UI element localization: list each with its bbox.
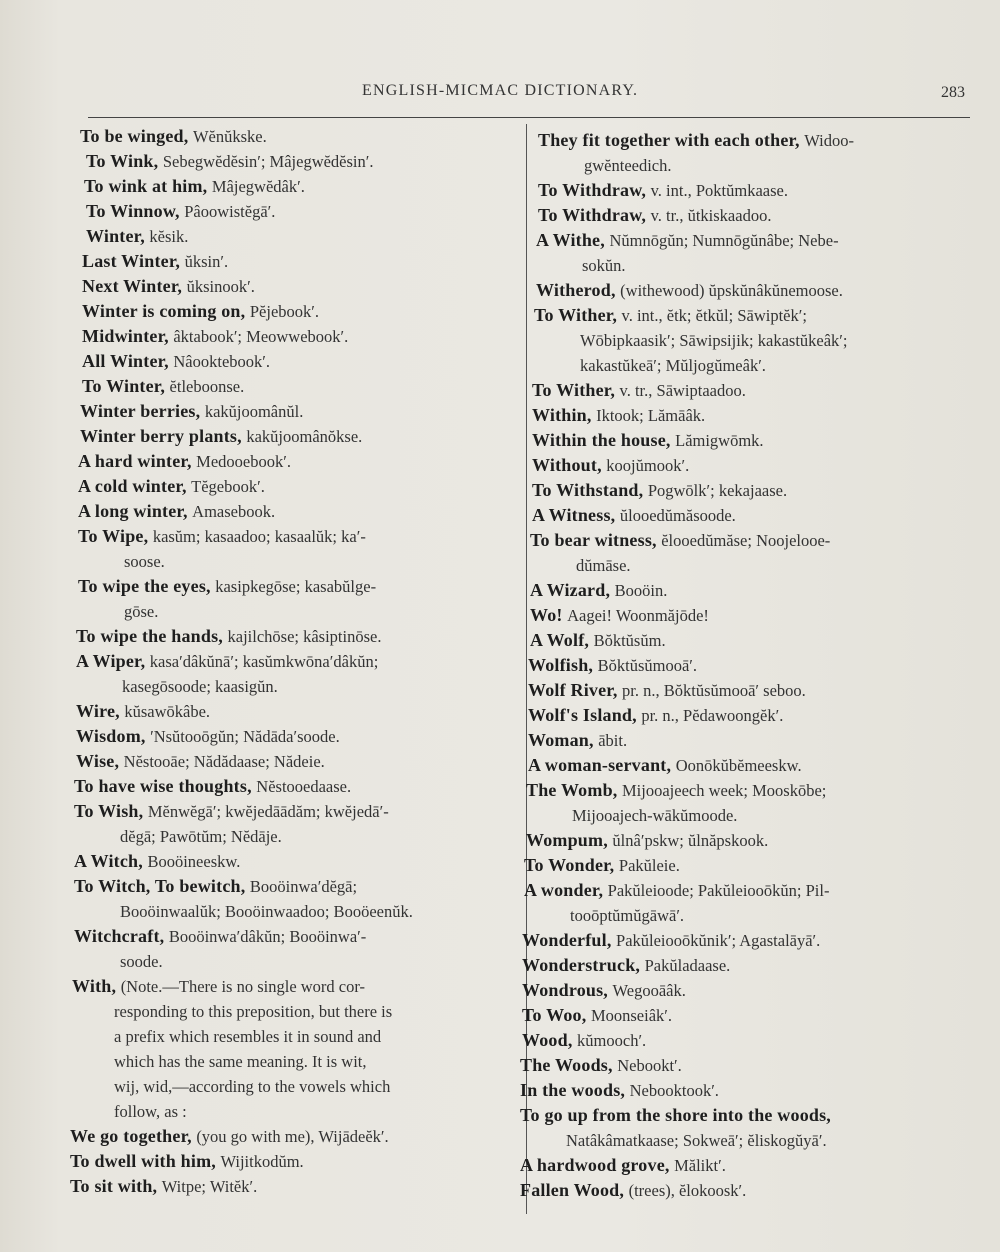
entry-headword: To wink at him,: [84, 176, 208, 196]
entry-definition: ŭlnâ′pskw; ŭlnăpskook.: [612, 831, 769, 850]
entry-definition: kasa′dâkŭnā′; kasŭmkwōna′dâkŭn;: [149, 652, 379, 671]
dictionary-entry: [520, 853, 972, 878]
dictionary-entry: [70, 849, 518, 874]
dictionary-entry: [520, 453, 972, 478]
entry-definition: Pakŭleiooōkŭnik′; Agastalāyā′.: [616, 931, 821, 950]
entry-headword: Wise,: [76, 751, 120, 771]
dictionary-entry: [520, 1028, 972, 1053]
entry-headword: Wo!: [530, 605, 563, 625]
dictionary-entry: [520, 203, 972, 228]
entry-headword: To wipe the eyes,: [78, 576, 211, 596]
entry-headword: Woman,: [528, 730, 594, 750]
entry-definition: ′Nsŭtooōgŭn; Nădāda′soode.: [150, 727, 340, 746]
note-line: which has the same meaning. It is wit,: [114, 1052, 367, 1071]
entry-headword: They fit together with each other,: [538, 130, 800, 150]
dictionary-entry: [520, 728, 972, 753]
entry-definition: Pakŭleie.: [618, 856, 680, 875]
dictionary-entry: [70, 249, 518, 274]
entry-definition: ŭksin′.: [184, 252, 229, 271]
dictionary-entry: [520, 478, 972, 503]
entry-headword: A woman-servant,: [528, 755, 672, 775]
entry-headword: Last Winter,: [82, 251, 181, 271]
dictionary-entry: [70, 524, 518, 574]
entry-headword: Witchcraft,: [74, 926, 165, 946]
entry-headword: To Wipe,: [78, 526, 149, 546]
entry-headword: Wolfish,: [528, 655, 594, 675]
entry-headword: A wonder,: [524, 880, 604, 900]
left-column: [70, 124, 518, 1199]
entry-definition: v. tr., Sāwiptaadoo.: [619, 381, 746, 400]
entry-headword: To sit with,: [70, 1176, 158, 1196]
entry-definition: (trees), ĕlokoosk′.: [628, 1181, 747, 1200]
entry-headword: To Wish,: [74, 801, 144, 821]
entry-definition: (Note.—There is no single word cor-: [120, 977, 366, 996]
entry-definition: Mâjegwĕdâk′.: [211, 177, 305, 196]
dictionary-entry: [70, 1149, 518, 1174]
entry-definition: Moonseiâk′.: [590, 1006, 672, 1025]
entry-headword: To Witch, To bewitch,: [74, 876, 246, 896]
dictionary-entry: [520, 578, 972, 603]
entry-definition: pr. n., Pĕdawoongĕk′.: [641, 706, 784, 725]
entry-continuation: Natâkâmatkaase; Sokweā′; ĕliskogŭyā′.: [566, 1131, 827, 1150]
dictionary-entry: [70, 924, 518, 974]
dictionary-entry: [70, 449, 518, 474]
entry-continuation: sokŭn.: [582, 256, 626, 275]
note-line: wij, wid,—according to the vowels which: [114, 1077, 391, 1096]
entry-headword: Wompum,: [526, 830, 608, 850]
entry-definition: Pogwōlk′; kekajaase.: [647, 481, 788, 500]
dictionary-entry: [70, 874, 518, 924]
entry-headword: A Withe,: [536, 230, 605, 250]
dictionary-entry: [70, 224, 518, 249]
entry-continuation: kakastŭkeā′; Mŭljogŭmeâk′.: [580, 356, 766, 375]
note-line: a prefix which resembles it in sound and: [114, 1027, 382, 1046]
entry-continuation: Booöinwaalŭk; Booöinwaadoo; Booöeenŭk.: [120, 902, 413, 921]
entry-headword: In the woods,: [520, 1080, 626, 1100]
entry-headword: Wisdom,: [76, 726, 146, 746]
entry-headword: To Wink,: [86, 151, 159, 171]
dictionary-entry: [520, 978, 972, 1003]
entry-definition: Medooebook′.: [196, 452, 291, 471]
dictionary-entry: [520, 878, 972, 928]
dictionary-entry: [70, 474, 518, 499]
entry-headword: To Woo,: [522, 1005, 587, 1025]
entry-continuation: Mijooajech-wākŭmoode.: [572, 806, 738, 825]
dictionary-entry: [70, 574, 518, 624]
entry-definition: Tĕgebook′.: [191, 477, 265, 496]
entry-definition: Booöinwa′dâkŭn; Booöinwa′-: [168, 927, 367, 946]
entry-headword: Without,: [532, 455, 602, 475]
entry-definition: Wijitkodŭm.: [220, 1152, 304, 1171]
entry-headword: A long winter,: [78, 501, 188, 521]
dictionary-entry: [520, 428, 972, 453]
dictionary-entry: [70, 799, 518, 849]
dictionary-entry: [70, 974, 518, 999]
entry-headword: A hard winter,: [78, 451, 192, 471]
entry-definition: kakŭjoomânŏkse.: [246, 427, 363, 446]
page-number: 283: [941, 84, 965, 101]
dictionary-entry: [520, 228, 972, 278]
entry-definition: Mălikt′.: [674, 1156, 726, 1175]
entry-headword: A hardwood grove,: [520, 1155, 670, 1175]
dictionary-entry: [70, 124, 518, 149]
entry-definition: Wĕnŭkske.: [192, 127, 267, 146]
entry-headword: Witherod,: [536, 280, 616, 300]
entry-headword: Winter berry plants,: [80, 426, 242, 446]
entry-continuation: kasegōsoode; kaasigŭn.: [122, 677, 278, 696]
dictionary-entry: [70, 424, 518, 449]
entry-definition: âktabook′; Meowwebook′.: [173, 327, 349, 346]
entry-definition: kĕsik.: [149, 227, 189, 246]
dictionary-entry: [520, 1003, 972, 1028]
entry-definition: ĕtleboonse.: [169, 377, 245, 396]
entry-definition: Mijooajeech week; Mooskōbe;: [622, 781, 827, 800]
entry-headword: To Withdraw,: [538, 205, 647, 225]
dictionary-entry: [520, 403, 972, 428]
dictionary-entry: [70, 1124, 518, 1149]
dictionary-entry: [70, 299, 518, 324]
entry-definition: Pĕjebook′.: [249, 302, 320, 321]
entry-headword: To Withdraw,: [538, 180, 647, 200]
entry-headword: Next Winter,: [82, 276, 183, 296]
entry-headword: A Witch,: [74, 851, 143, 871]
entry-definition: Booöin.: [614, 581, 668, 600]
entry-headword: All Winter,: [82, 351, 169, 371]
entry-definition: ābit.: [598, 731, 628, 750]
dictionary-entry: [520, 603, 972, 628]
dictionary-entry: [70, 274, 518, 299]
entry-definition: koojŭmook′.: [606, 456, 690, 475]
entry-definition: Iktook; Lămāâk.: [596, 406, 706, 425]
entry-definition: (you go with me), Wijādeĕk′.: [196, 1127, 389, 1146]
dictionary-entry: [70, 149, 518, 174]
dictionary-entry: [520, 528, 972, 578]
entry-headword: A Wiper,: [76, 651, 146, 671]
dictionary-entry: [520, 1103, 972, 1153]
entry-definition: Nebookt′.: [617, 1056, 682, 1075]
entry-definition: Nŭmnōgŭn; Numnōgŭnâbe; Nebe-: [609, 231, 839, 250]
entry-continuation: dŭmāse.: [576, 556, 631, 575]
dictionary-entry: [70, 374, 518, 399]
entry-definition: Amasebook.: [192, 502, 276, 521]
dictionary-entry: [520, 753, 972, 778]
entry-definition: kajilchōse; kâsiptinōse.: [227, 627, 382, 646]
entry-headword: Wolf River,: [528, 680, 618, 700]
dictionary-entry: [70, 499, 518, 524]
entry-definition: Oonōkŭbĕmeeskw.: [675, 756, 802, 775]
entry-continuation: gwĕnteedich.: [584, 156, 672, 175]
entry-definition: kasipkegōse; kasabŭlge-: [215, 577, 377, 596]
dictionary-entry: [70, 199, 518, 224]
dictionary-entry: [520, 1153, 972, 1178]
entry-definition: kŭmooch′.: [577, 1031, 647, 1050]
entry-definition: kasŭm; kasaadoo; kasaalŭk; ka′-: [152, 527, 366, 546]
entry-definition: pr. n., Bŏktŭsŭmooā′ seboo.: [622, 681, 806, 700]
entry-definition: Booöinwa′dĕgā;: [249, 877, 358, 896]
entry-definition: ŭksinook′.: [186, 277, 255, 296]
dictionary-entry: [520, 1078, 972, 1103]
entry-headword: Within the house,: [532, 430, 671, 450]
entry-continuation: gōse.: [124, 602, 159, 621]
entry-definition: v. int., Poktŭmkaase.: [650, 181, 788, 200]
entry-headword: A Wizard,: [530, 580, 611, 600]
entry-headword: We go together,: [70, 1126, 192, 1146]
entry-definition: Sebegwĕdĕsin′; Mâjegwĕdĕsin′.: [162, 152, 374, 171]
dictionary-entry: [520, 378, 972, 403]
dictionary-entry: [520, 703, 972, 728]
dictionary-entry: [520, 1178, 972, 1203]
entry-headword: To Wonder,: [524, 855, 615, 875]
entry-definition: Wegooāâk.: [612, 981, 686, 1000]
dictionary-entry: [70, 174, 518, 199]
entry-headword: Wire,: [76, 701, 120, 721]
note-line: responding to this preposition, but there is: [114, 1002, 393, 1021]
dictionary-entry: [520, 628, 972, 653]
entry-headword: To be winged,: [80, 126, 189, 146]
entry-definition: Bŏktŭsŭm.: [593, 631, 666, 650]
entry-headword: To wipe the hands,: [76, 626, 223, 646]
dictionary-entry: [70, 399, 518, 424]
dictionary-entry: [520, 278, 972, 303]
dictionary-entry: [520, 303, 972, 378]
entry-definition: Mĕnwĕgā′; kwĕjedāādăm; kwĕjedā′-: [147, 802, 389, 821]
entry-headword: Wolf's Island,: [528, 705, 637, 725]
header-rule: [88, 117, 970, 118]
entry-definition: Bŏktŭsŭmooā′.: [597, 656, 698, 675]
dictionary-entry: [520, 128, 972, 178]
entry-continuation: dĕgā; Pawōtŭm; Nĕdāje.: [120, 827, 282, 846]
entry-headword: Winter is coming on,: [82, 301, 246, 321]
dictionary-entry: [520, 653, 972, 678]
entry-definition: ĕlooedŭmăse; Noojelooe-: [661, 531, 831, 550]
entry-headword: Wood,: [522, 1030, 573, 1050]
entry-headword: Midwinter,: [82, 326, 169, 346]
dictionary-entry: [70, 724, 518, 749]
dictionary-entry: [520, 1053, 972, 1078]
entry-headword: To have wise thoughts,: [74, 776, 252, 796]
dictionary-entry: [520, 503, 972, 528]
dictionary-entry: [70, 774, 518, 799]
dictionary-entry: [520, 178, 972, 203]
note-line: follow, as :: [114, 1102, 187, 1121]
entry-headword: The Woods,: [520, 1055, 613, 1075]
entry-definition: Witpe; Witĕk′.: [161, 1177, 258, 1196]
dictionary-entry: [520, 928, 972, 953]
entry-definition: (withewood) ŭpskŭnâkŭnemoose.: [620, 281, 843, 300]
dictionary-entry: [70, 649, 518, 699]
entry-headword: Winter,: [86, 226, 145, 246]
entry-definition: Pakŭladaase.: [644, 956, 731, 975]
entry-continuation: soose.: [124, 552, 165, 571]
page-header: [0, 82, 1000, 106]
entry-headword: To dwell with him,: [70, 1151, 216, 1171]
entry-continuation: soode.: [120, 952, 163, 971]
dictionary-entry: [70, 1174, 518, 1199]
entry-continuation: tooōptŭmŭgāwā′.: [570, 906, 685, 925]
entry-definition: Widoo-: [804, 131, 855, 150]
entry-definition: v. int., ĕtk; ĕtkŭl; Sāwiptĕk′;: [621, 306, 807, 325]
entry-headword: To bear witness,: [530, 530, 657, 550]
usage-note: [70, 999, 518, 1124]
entry-headword: Winter berries,: [80, 401, 201, 421]
entry-definition: Pakŭleioode; Pakŭleiooōkŭn; Pil-: [607, 881, 830, 900]
dictionary-entry: [520, 678, 972, 703]
entry-definition: Nebooktook′.: [629, 1081, 719, 1100]
entry-headword: A cold winter,: [78, 476, 187, 496]
right-column: [520, 128, 972, 1203]
entry-headword: To Wither,: [532, 380, 616, 400]
entry-definition: kŭsawōkâbe.: [124, 702, 211, 721]
dictionary-entry: [70, 324, 518, 349]
entry-definition: kakŭjoomânŭl.: [204, 402, 304, 421]
entry-definition: Lămigwōmk.: [675, 431, 764, 450]
entry-continuation: Wōbipkaasik′; Sāwipsijik; kakastŭkeâk′;: [580, 331, 848, 350]
entry-headword: To go up from the shore into the woods,: [520, 1105, 832, 1125]
entry-headword: To Withstand,: [532, 480, 644, 500]
entry-headword: Fallen Wood,: [520, 1180, 625, 1200]
entry-headword: To Winnow,: [86, 201, 180, 221]
entry-definition: Nâooktebook′.: [173, 352, 271, 371]
dictionary-entry: [70, 749, 518, 774]
entry-headword: Within,: [532, 405, 592, 425]
dictionary-entry: [70, 699, 518, 724]
entry-headword: To Winter,: [82, 376, 166, 396]
entry-definition: Booöineeskw.: [147, 852, 241, 871]
dictionary-entry: [70, 349, 518, 374]
entry-definition: Nĕstooedaase.: [256, 777, 352, 796]
dictionary-entry: [520, 828, 972, 853]
entry-definition: Nĕstooāe; Nădădaase; Nădeie.: [123, 752, 325, 771]
dictionary-entry: [520, 953, 972, 978]
entry-definition: Pâoowistĕgā′.: [184, 202, 276, 221]
entry-headword: Wonderstruck,: [522, 955, 641, 975]
entry-definition: Aagei! Woonmăjōde!: [567, 606, 709, 625]
entry-headword: Wonderful,: [522, 930, 612, 950]
dictionary-entry: [520, 778, 972, 828]
entry-headword: A Witness,: [532, 505, 616, 525]
entry-definition: ŭlooedŭmăsoode.: [619, 506, 736, 525]
entry-headword: The Womb,: [526, 780, 618, 800]
entry-headword: A Wolf,: [530, 630, 590, 650]
running-title: ENGLISH-MICMAC DICTIONARY.: [362, 82, 639, 99]
dictionary-entry: [70, 624, 518, 649]
entry-headword: To Wither,: [534, 305, 618, 325]
entry-headword: Wondrous,: [522, 980, 609, 1000]
entry-definition: v. tr., ŭtkiskaadoo.: [650, 206, 772, 225]
entry-headword: With,: [72, 976, 117, 996]
